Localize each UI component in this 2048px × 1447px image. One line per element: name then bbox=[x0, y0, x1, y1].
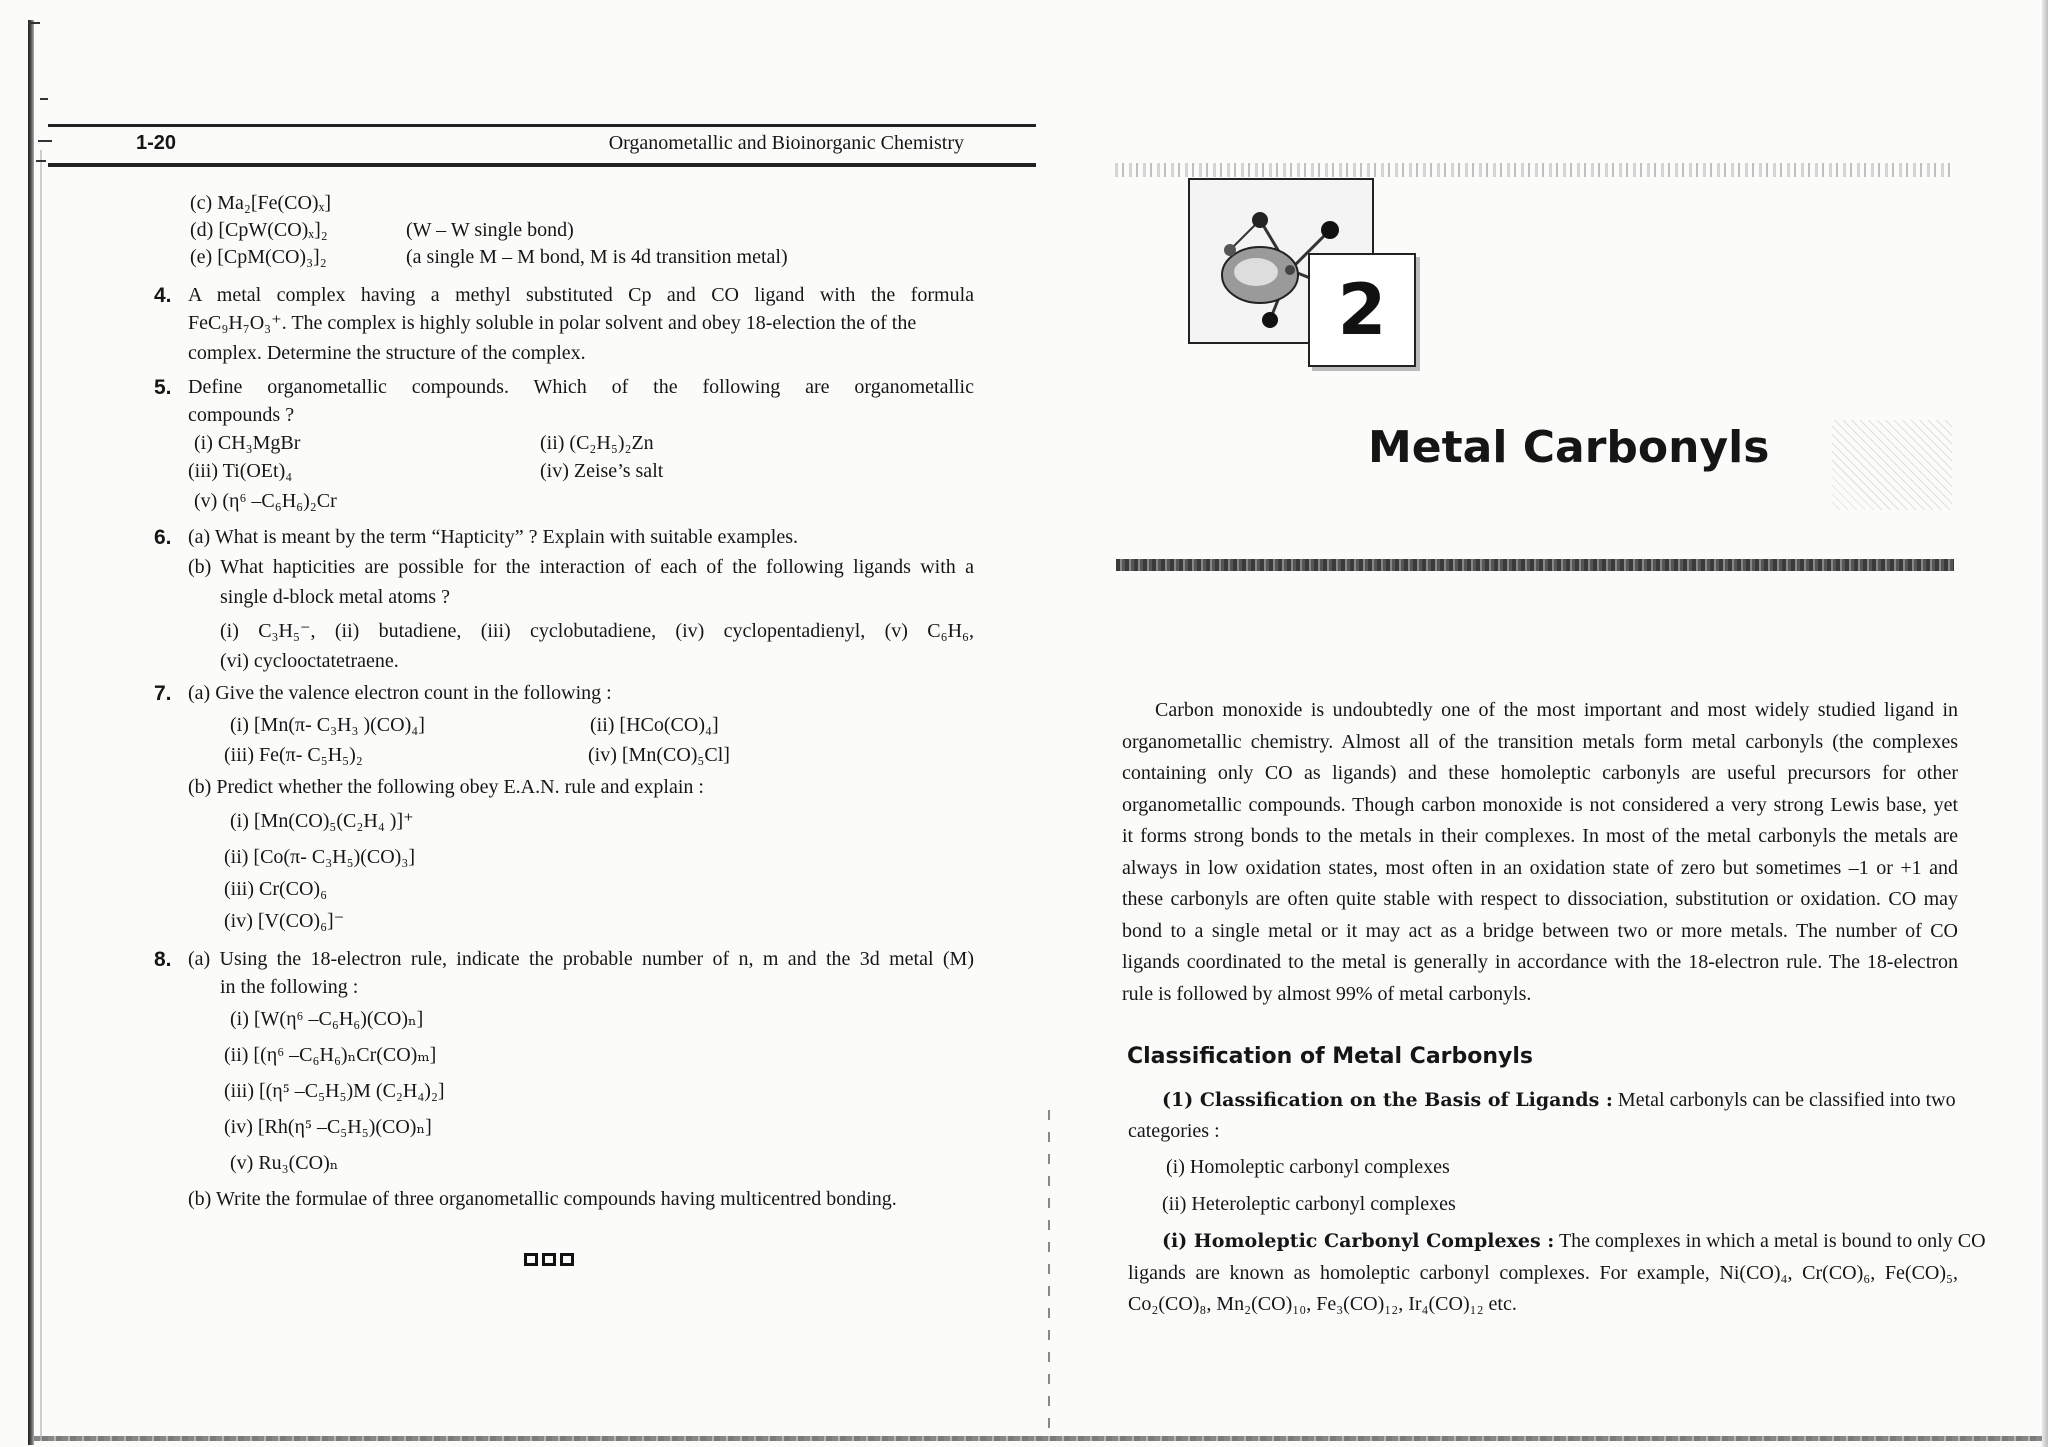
page-fold-line bbox=[1048, 1110, 1050, 1430]
q4-line: A metal complex having a methyl substituted Cp and CO ligand with the formula bbox=[188, 284, 974, 306]
question-number: 7. bbox=[154, 682, 172, 705]
q8-line: (a) Using the 18-electron rule, indicate the probable number of n, m and the 3d metal (M) bbox=[188, 948, 974, 970]
q7-item: (iv) [V(CO)₆]⁻ bbox=[224, 910, 345, 932]
intro-line: rule is followed by almost 99% of metal carbonyls. bbox=[1122, 982, 1532, 1005]
q3-item-d-note: (W – W single bond) bbox=[406, 219, 574, 241]
q3-item-e: (e) [CpM(CO)₃]₂ bbox=[190, 246, 327, 268]
q7-line: (a) Give the valence electron count in the following : bbox=[188, 682, 612, 704]
chapter-title-rule bbox=[1116, 559, 1954, 571]
page-number: 1-20 bbox=[136, 132, 177, 154]
q5-option: (iv) Zeise’s salt bbox=[540, 460, 664, 482]
chapter-number: 2 bbox=[1337, 269, 1387, 351]
q7-item: (i) [Mn(π- C₃H₃ )(CO)₄] bbox=[230, 714, 425, 736]
q8-item: (ii) [(η⁶ –C₆H₆)ₙCr(CO)ₘ] bbox=[224, 1044, 437, 1066]
q5-line: compounds ? bbox=[188, 404, 295, 426]
intro-line: always in low oxidation states, most often in an oxidation state of zero but sometimes –1 or +1 and bbox=[1122, 856, 1958, 879]
running-head: Organometallic and Bioinorganic Chemistry bbox=[608, 132, 964, 154]
q4-line: complex. Determine the structure of the complex. bbox=[188, 342, 586, 364]
q4-line: FeC₉H₇O₃⁺. The complex is highly soluble in polar solvent and obey 18-election the of the bbox=[188, 312, 917, 334]
header-rule-top bbox=[48, 124, 1036, 127]
question-number: 6. bbox=[154, 526, 172, 549]
homoleptic-paragraph bbox=[1162, 1226, 1986, 1258]
q5-option: (i) CH₃MgBr bbox=[194, 432, 301, 454]
page-header bbox=[48, 118, 1036, 168]
q5-line: Define organometallic compounds. Which of the following are organometallic bbox=[188, 376, 974, 398]
q5-option: (v) (η⁶ –C₆H₆)₂Cr bbox=[194, 490, 337, 512]
q3-item-c: (c) Ma₂[Fe(CO)ₓ] bbox=[190, 192, 332, 214]
q6-line: (a) What is meant by the term “Hapticity” ? Explain with suitable examples. bbox=[188, 526, 798, 548]
intro-line: these carbonyls are often quite stable with respect to dissociation, substitution or oxidation. CO may bbox=[1122, 888, 1958, 910]
q7-item: (iii) Cr(CO)₆ bbox=[224, 878, 328, 900]
q7-line: (b) Predict whether the following obey E.A.N. rule and explain : bbox=[188, 776, 704, 798]
category-item: (i) Homoleptic carbonyl complexes bbox=[1166, 1156, 1450, 1178]
intro-line: containing only CO as ligands) and these homoleptic carbonyls are useful precursors for other bbox=[1122, 762, 1958, 784]
chapter-header-band bbox=[1115, 163, 1952, 177]
intro-line: ligands coordinated to the metal is generally in accordance with the 18-electron rule. The 18-electron bbox=[1122, 951, 1958, 973]
q7-item: (iv) [Mn(CO)₅Cl] bbox=[588, 744, 730, 766]
scan-noise bbox=[1832, 420, 1952, 510]
paragraph-text: The complexes in which a metal is bound to only CO bbox=[1554, 1230, 1986, 1252]
q8-item: (i) [W(η⁶ –C₆H₆)(CO)ₙ] bbox=[230, 1008, 424, 1030]
q7-item: (ii) [Co(π- C₃H₅)(CO)₃] bbox=[224, 846, 415, 868]
q7-item: (iii) Fe(π- C₅H₅)₂ bbox=[224, 744, 363, 766]
intro-line: it forms strong bonds to the metals in their complexes. In most of the metal carbonyls the metals are bbox=[1122, 825, 1958, 847]
scan-mark bbox=[28, 22, 40, 24]
chapter-title: Metal Carbonyls bbox=[1368, 422, 1770, 473]
intro-line: organometallic chemistry. Almost all of the transition metals form metal carbonyls (the complexes bbox=[1122, 730, 1958, 753]
q6-line: (b) What hapticities are possible for the interaction of each of the following ligands with a bbox=[188, 556, 974, 578]
q8-line: in the following : bbox=[220, 976, 359, 998]
scan-mark bbox=[40, 98, 48, 100]
q8-item: (iii) [(η⁵ –C₅H₅)M (C₂H₄)₂] bbox=[224, 1080, 445, 1102]
intro-line: organometallic compounds. Though carbon monoxide is not considered a very strong Lewis base, yet bbox=[1122, 793, 1958, 816]
intro-line: Carbon monoxide is undoubtedly one of the most important and most widely studied ligand in bbox=[1155, 699, 1958, 721]
page-shadow-line bbox=[40, 150, 42, 1440]
q8-item: (iv) [Rh(η⁵ –C₅H₅)(CO)ₙ] bbox=[224, 1116, 432, 1138]
q7-item: (i) [Mn(CO)₅(C₂H₄ )]⁺ bbox=[230, 810, 414, 832]
sub-heading: (1) Classification on the Basis of Ligands : bbox=[1162, 1089, 1613, 1111]
sub-heading: (i) Homoleptic Carbonyl Complexes : bbox=[1162, 1230, 1555, 1252]
paragraph-text: Metal carbonyls can be classified into two bbox=[1612, 1089, 1956, 1111]
q3-item-e-note: (a single M – M bond, M is 4d transition metal) bbox=[406, 246, 788, 268]
q3-item-d: (d) [CpW(CO)ₓ]₂ bbox=[190, 219, 328, 241]
question-number: 8. bbox=[154, 948, 172, 971]
paragraph-text: categories : bbox=[1128, 1120, 1220, 1142]
question-number: 4. bbox=[154, 284, 172, 307]
q5-option: (iii) Ti(OEt)₄ bbox=[188, 460, 293, 482]
scan-mark bbox=[36, 160, 46, 162]
three-squares-icon bbox=[524, 1253, 574, 1266]
page-binding-edge bbox=[28, 20, 34, 1445]
section-heading: Classification of Metal Carbonyls bbox=[1127, 1044, 1534, 1069]
header-rule-bottom bbox=[48, 163, 1036, 167]
right-page-edge bbox=[2042, 0, 2048, 1447]
category-item: (ii) Heteroleptic carbonyl complexes bbox=[1162, 1193, 1456, 1215]
paragraph-text: ligands are known as homoleptic carbonyl complexes. For example, Ni(CO)₄, Cr(CO)₆, Fe(CO)₅, bbox=[1128, 1262, 1958, 1284]
question-number: 5. bbox=[154, 376, 172, 399]
q6-line: single d-block metal atoms ? bbox=[220, 586, 450, 608]
q8-line: (b) Write the formulae of three organometallic compounds having multicentred bonding. bbox=[188, 1188, 897, 1210]
q6-line: (vi) cyclooctatetraene. bbox=[220, 650, 399, 672]
q7-item: (ii) [HCo(CO)₄] bbox=[590, 714, 719, 736]
paragraph-text: Co₂(CO)₈, Mn₂(CO)₁₀, Fe₃(CO)₁₂, Ir₄(CO)₁₂ etc. bbox=[1128, 1293, 1517, 1315]
q5-option: (ii) (C₂H₅)₂Zn bbox=[540, 432, 654, 454]
intro-line: bond to a single metal or it may act as a bridge between two or more metals. The number of CO bbox=[1122, 919, 1958, 942]
q8-item: (v) Ru₃(CO)ₙ bbox=[230, 1152, 339, 1174]
bottom-page-edge bbox=[34, 1436, 2048, 1441]
q6-line: (i) C₃H₅⁻, (ii) butadiene, (iii) cyclobutadiene, (iv) cyclopentadienyl, (v) C₆H₆, bbox=[220, 620, 974, 642]
classification-paragraph bbox=[1162, 1085, 1958, 1117]
chapter-number-box bbox=[1308, 253, 1416, 367]
